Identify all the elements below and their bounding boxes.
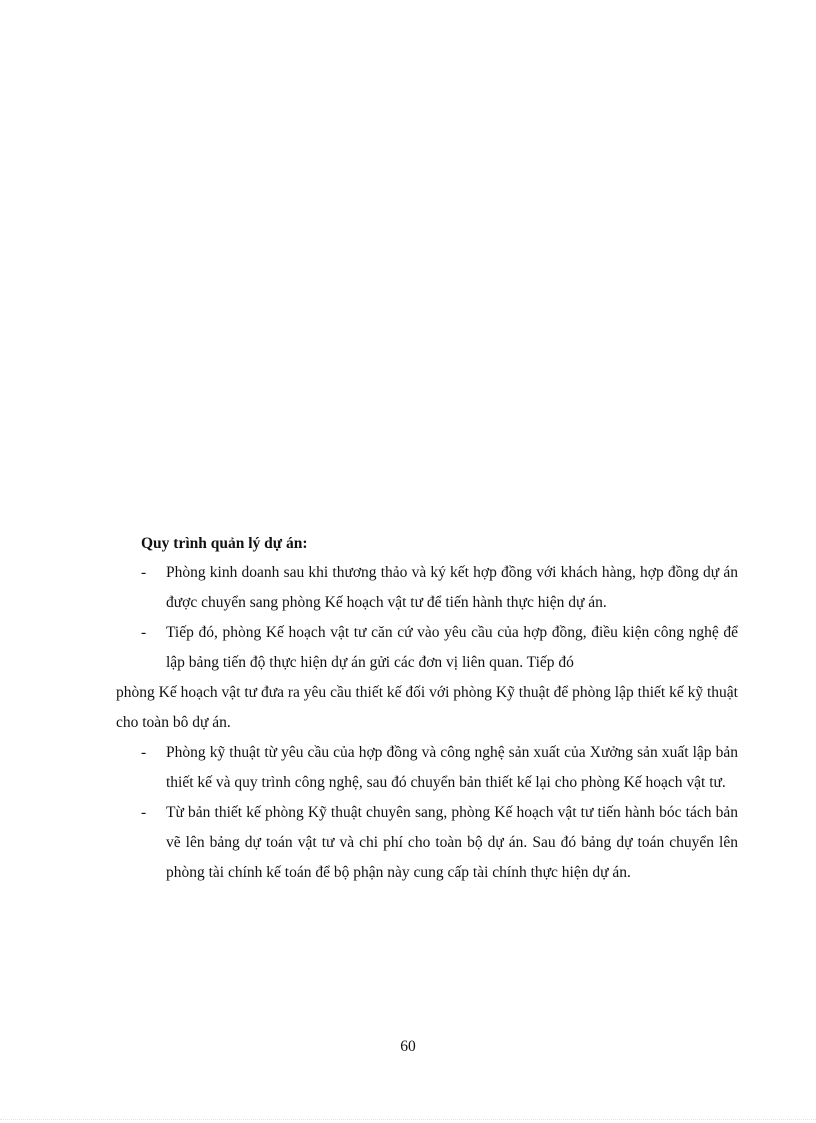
- page-number: 60: [400, 1038, 416, 1055]
- paragraph-continuation: phòng Kế hoạch vật tư đưa ra yêu cầu thiết kế đối với phòng Kỹ thuật để phòng lập thiết kế kỹ thuật cho toàn bô dự án.: [116, 684, 738, 731]
- bullet-text: Phòng kỹ thuật từ yêu cầu của hợp đồng và công nghệ sản xuất của Xưởng sản xuất lập bản thiết kế và quy trình công nghệ, sau đó chuyển bản thiết kế lại cho phòng Kế hoạch vật tư.: [166, 744, 738, 791]
- bullet-dash: -: [141, 624, 147, 641]
- bullet-text: Tiếp đó, phòng Kế hoạch vật tư căn cứ vào yêu cầu của hợp đồng, điều kiện công nghệ để lập bảng tiến độ thực hiện dự án gửi các đơn vị liên quan. Tiếp đó: [166, 624, 738, 671]
- document-body: [116, 530, 738, 888]
- bullet-text: Phòng kinh doanh sau khi thương thảo và ký kết hợp đồng với khách hàng, hợp đồng dự án được chuyển sang phòng Kế hoạch vật tư để tiến hành thực hiện dự án.: [166, 564, 738, 611]
- bullet-dash: -: [141, 744, 147, 761]
- bullet-text: Từ bản thiết kế phòng Kỹ thuật chuyên sang, phòng Kế hoạch vật tư tiến hành bóc tách bản vẽ lên bảng dự toán vật tư và chi phí cho toàn bộ dự án. Sau đó bảng dự toán chuyển lên phòng tài chính kế toán để bộ phận này cung cấp tài chính thực hiện dự án.: [166, 804, 738, 881]
- bullet-dash: -: [141, 564, 147, 581]
- section-heading: Quy trình quản lý dự án:: [141, 535, 308, 552]
- bullet-item: [116, 738, 738, 798]
- bullet-item: [116, 558, 738, 618]
- bullet-dash: -: [141, 804, 147, 821]
- page-bottom-divider: [0, 1119, 816, 1120]
- bullet-item: [116, 618, 738, 678]
- bullet-item: [116, 798, 738, 888]
